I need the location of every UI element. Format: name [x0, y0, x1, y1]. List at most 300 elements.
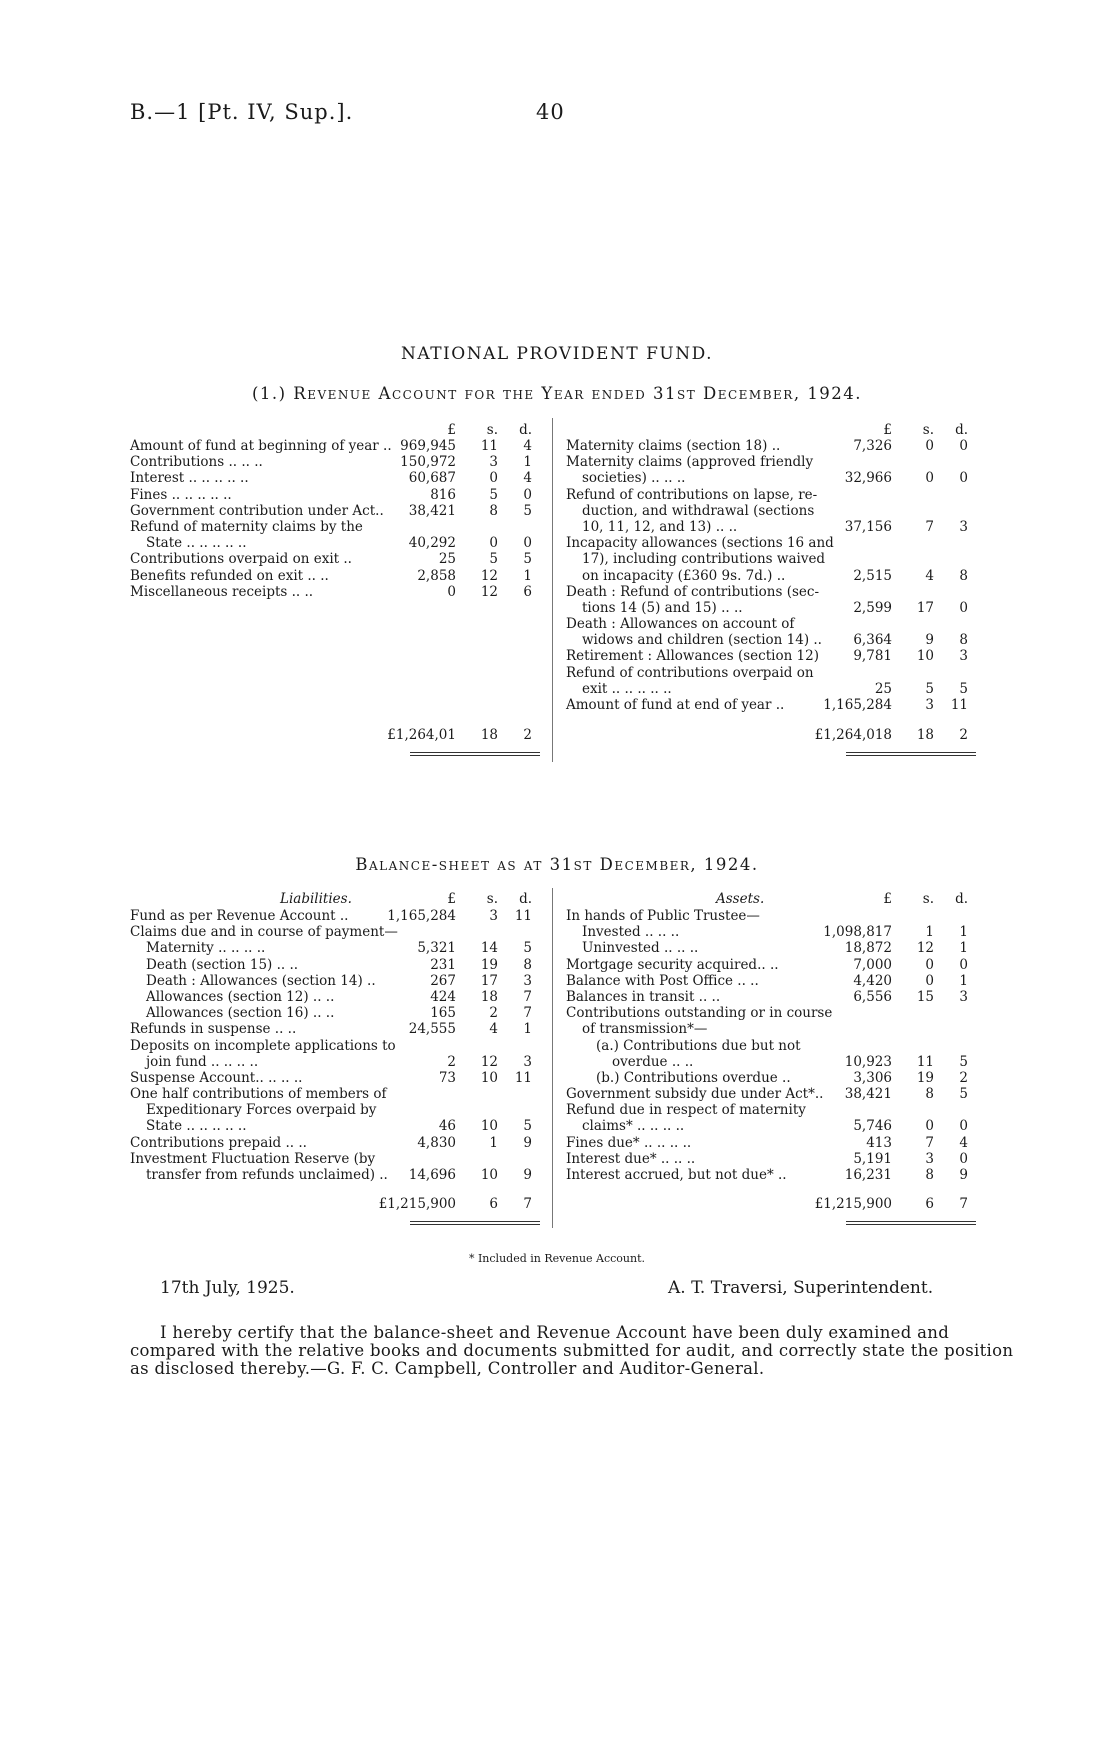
amount-pounds: £1,264,018: [814, 727, 892, 743]
row-label: Death : Allowances (section 14) ..: [146, 972, 376, 989]
table-row: [566, 1167, 976, 1183]
amount-pence: 0: [959, 1150, 968, 1167]
revenue-payments-total: [566, 727, 976, 743]
row-label: Contributions outstanding or in course: [566, 1005, 833, 1022]
amount-shillings: 0: [925, 1118, 934, 1135]
table-row: [130, 908, 540, 924]
table-row: [130, 519, 540, 535]
row-label: Death (section 15) .. ..: [146, 956, 299, 973]
row-label: Incapacity allowances (sections 16 and: [566, 535, 834, 552]
amount-shillings: s.: [922, 422, 934, 438]
table-row: [566, 470, 976, 486]
table-row: [130, 891, 540, 907]
amount-pence: 7: [523, 988, 532, 1005]
amount-pence: 2: [959, 1069, 968, 1086]
row-label: join fund .. .. .. ..: [146, 1053, 259, 1070]
amount-pence: 11: [514, 908, 532, 924]
row-label: Government contribution under Act..: [130, 502, 384, 519]
amount-shillings: 2: [489, 1005, 498, 1022]
amount-shillings: 5: [489, 551, 498, 568]
row-label: (a.) Contributions due but not: [596, 1037, 801, 1054]
row-label: widows and children (section 14) ..: [582, 632, 822, 649]
amount-pounds: £1,264,01: [387, 727, 456, 743]
amount-shillings: 8: [925, 1086, 934, 1103]
row-label: Interest .. .. .. .. ..: [130, 470, 249, 487]
assets-header: [566, 891, 976, 907]
amount-pence: 2: [523, 727, 532, 743]
table-row: [130, 1102, 540, 1118]
amount-pounds: 14,696: [408, 1167, 456, 1183]
amount-shillings: s.: [486, 422, 498, 438]
amount-pounds: £: [447, 422, 456, 438]
amount-pounds: 16,231: [844, 1167, 892, 1183]
row-label: Maternity .. .. .. ..: [146, 940, 266, 957]
amount-pence: 0: [523, 535, 532, 552]
amount-pence: d.: [955, 891, 968, 907]
certificate-line: compared with the relative books and documents submitted for audit, and correctly state the position: [130, 1341, 1014, 1360]
table-row: [566, 957, 976, 973]
amount-pounds: 2,515: [853, 567, 892, 584]
amount-pounds: 10,923: [844, 1053, 892, 1070]
amount-pounds: 38,421: [844, 1086, 892, 1103]
revenue-left-column-header: [130, 422, 540, 438]
amount-shillings: 14: [480, 940, 498, 957]
table-row: [130, 957, 540, 973]
document-title: NATIONAL PROVIDENT FUND.: [400, 344, 713, 364]
amount-pounds: £: [883, 891, 892, 907]
column-group-label: Liabilities.: [280, 891, 352, 907]
table-row: [566, 503, 976, 519]
liabilities-total: [130, 1196, 540, 1212]
amount-pence: 9: [959, 1167, 968, 1183]
amount-pounds: 1,165,284: [823, 697, 892, 713]
table-row: [130, 1135, 540, 1151]
amount-pounds: 5,321: [417, 940, 456, 957]
amount-shillings: 12: [480, 1053, 498, 1070]
amount-pounds: 165: [430, 1005, 456, 1022]
row-label: Refund of contributions overpaid on: [566, 664, 814, 681]
table-row: [566, 551, 976, 567]
row-label: Balances in transit .. ..: [566, 988, 721, 1005]
column-group-label: Assets.: [716, 891, 765, 907]
column-divider: [552, 418, 553, 762]
amount-shillings: 4: [489, 1021, 498, 1038]
amount-pence: 5: [959, 680, 968, 697]
amount-shillings: 0: [489, 535, 498, 552]
amount-pence: 3: [523, 972, 532, 989]
table-row: [130, 487, 540, 503]
amount-pounds: 7,000: [853, 956, 892, 973]
amount-pounds: 60,687: [408, 470, 456, 487]
row-label: on incapacity (£360 9s. 7d.) ..: [582, 567, 786, 584]
amount-pounds: 0: [447, 583, 456, 600]
amount-shillings: s.: [486, 891, 498, 907]
table-row: [130, 470, 540, 486]
amount-shillings: 10: [480, 1118, 498, 1135]
amount-shillings: 7: [925, 518, 934, 535]
amount-pence: d.: [519, 422, 532, 438]
table-row: [566, 1102, 976, 1118]
revenue-heading: (1.) Revenue Account for the Year ended 31st December, 1924.: [251, 384, 863, 403]
table-row: [566, 1196, 976, 1212]
row-label: Fines .. .. .. .. ..: [130, 486, 232, 503]
amount-pence: 5: [959, 1053, 968, 1070]
table-row: [566, 681, 976, 697]
row-label: Contributions overpaid on exit ..: [130, 551, 352, 568]
amount-pounds: 231: [430, 956, 456, 973]
row-label: overdue .. ..: [612, 1053, 694, 1070]
amount-shillings: 12: [480, 583, 498, 600]
amount-pence: 8: [523, 956, 532, 973]
amount-pounds: 46: [438, 1118, 456, 1135]
table-row: [130, 1070, 540, 1086]
row-label: Benefits refunded on exit .. ..: [130, 567, 329, 584]
row-label: Maternity claims (section 18) ..: [566, 438, 781, 454]
certificate-line: as disclosed thereby.—G. F. C. Campbell, Controller and Auditor-General.: [130, 1359, 765, 1378]
double-rule: [846, 1221, 976, 1222]
table-row: [566, 600, 976, 616]
amount-pounds: 38,421: [408, 502, 456, 519]
amount-pence: d.: [519, 891, 532, 907]
table-row: [566, 568, 976, 584]
row-label: State .. .. .. .. ..: [146, 535, 247, 552]
row-label: Retirement : Allowances (section 12): [566, 648, 820, 665]
amount-pence: 1: [523, 454, 532, 471]
amount-shillings: 10: [480, 1069, 498, 1086]
footnote: * Included in Revenue Account.: [468, 1252, 646, 1265]
amount-shillings: 15: [916, 988, 934, 1005]
assets-total: [566, 1196, 976, 1212]
table-row: [566, 648, 976, 664]
row-label: 17), including contributions waived: [582, 551, 826, 568]
amount-shillings: 17: [480, 972, 498, 989]
double-rule: [410, 1224, 540, 1225]
row-label: Expeditionary Forces overpaid by: [146, 1102, 377, 1119]
amount-shillings: 1: [489, 1134, 498, 1151]
amount-pence: 3: [959, 648, 968, 665]
amount-pounds: 73: [438, 1069, 456, 1086]
table-row: [130, 924, 540, 940]
table-row: [566, 940, 976, 956]
amount-pence: 5: [523, 1118, 532, 1135]
amount-pounds: 25: [874, 680, 892, 697]
amount-pounds: 267: [430, 972, 456, 989]
double-rule: [410, 1221, 540, 1222]
amount-pounds: 18,872: [844, 940, 892, 957]
amount-shillings: 0: [489, 470, 498, 487]
table-row: [566, 697, 976, 713]
row-label: Deposits on incomplete applications to: [130, 1037, 396, 1054]
amount-pence: 1: [959, 940, 968, 957]
table-row: [130, 1118, 540, 1134]
row-label: Maternity claims (approved friendly: [566, 454, 814, 471]
amount-pounds: 24,555: [408, 1021, 456, 1038]
amount-shillings: 17: [916, 599, 934, 616]
table-row: [566, 1118, 976, 1134]
table-row: [130, 438, 540, 454]
amount-shillings: 8: [925, 1167, 934, 1183]
amount-pence: 4: [523, 438, 532, 454]
table-row: [130, 989, 540, 1005]
amount-shillings: 5: [489, 486, 498, 503]
row-label: Government subsidy due under Act*..: [566, 1086, 824, 1103]
amount-pence: 9: [523, 1167, 532, 1183]
amount-pounds: 37,156: [844, 518, 892, 535]
amount-pounds: 424: [430, 988, 456, 1005]
row-label: duction, and withdrawal (sections: [582, 502, 815, 519]
row-label: Invested .. .. ..: [582, 924, 680, 941]
table-row: [566, 1054, 976, 1070]
amount-pence: 7: [523, 1196, 532, 1212]
amount-pence: 1: [523, 567, 532, 584]
amount-pence: 1: [959, 972, 968, 989]
balance-heading: Balance-sheet as at 31st December, 1924.: [355, 855, 759, 874]
row-label: In hands of Public Trustee—: [566, 908, 760, 924]
amount-shillings: 9: [925, 632, 934, 649]
table-row: [566, 727, 976, 743]
double-rule: [410, 752, 540, 753]
amount-pounds: 4,830: [417, 1134, 456, 1151]
row-label: Uninvested .. .. ..: [582, 940, 699, 957]
row-label: claims* .. .. .. ..: [582, 1118, 685, 1135]
amount-pence: 5: [959, 1086, 968, 1103]
row-label: Suspense Account.. .. .. ..: [130, 1069, 303, 1086]
amount-shillings: 8: [489, 502, 498, 519]
table-row: [130, 1021, 540, 1037]
amount-shillings: 6: [925, 1196, 934, 1212]
double-rule: [846, 752, 976, 753]
row-label: State .. .. .. .. ..: [146, 1118, 247, 1135]
table-row: [130, 535, 540, 551]
certificate-line: I hereby certify that the balance-sheet and Revenue Account have been duly examined and: [160, 1323, 950, 1342]
document-reference: B.—1 [Pt. IV, Sup.].: [130, 100, 354, 124]
table-row: [566, 989, 976, 1005]
amount-pence: 3: [959, 518, 968, 535]
table-row: [566, 454, 976, 470]
amount-shillings: 10: [916, 648, 934, 665]
amount-pence: 5: [523, 551, 532, 568]
amount-pence: 5: [523, 502, 532, 519]
row-label: exit .. .. .. .. ..: [582, 680, 672, 697]
table-row: [130, 1005, 540, 1021]
amount-pounds: 2,599: [853, 599, 892, 616]
amount-pence: 0: [959, 956, 968, 973]
liabilities-list: [130, 908, 540, 1183]
table-row: [130, 727, 540, 743]
table-row: [130, 1086, 540, 1102]
row-label: Contributions prepaid .. ..: [130, 1134, 307, 1151]
row-label: transfer from refunds unclaimed) ..: [146, 1167, 388, 1183]
amount-pence: 4: [959, 1134, 968, 1151]
table-row: [566, 1135, 976, 1151]
table-row: [566, 632, 976, 648]
row-label: 10, 11, 12, and 13) .. ..: [582, 518, 738, 535]
row-label: Balance with Post Office .. ..: [566, 972, 759, 989]
amount-shillings: 12: [480, 567, 498, 584]
amount-pence: 1: [523, 1021, 532, 1038]
table-row: [566, 584, 976, 600]
double-rule: [410, 755, 540, 756]
row-label: Contributions .. .. ..: [130, 454, 263, 471]
table-row: [130, 1196, 540, 1212]
row-label: Interest accrued, but not due* ..: [566, 1167, 787, 1183]
table-row: [130, 422, 540, 438]
amount-pence: 0: [959, 599, 968, 616]
amount-shillings: 1: [925, 924, 934, 941]
table-row: [566, 973, 976, 989]
amount-pence: 0: [959, 438, 968, 454]
amount-pence: 0: [959, 1118, 968, 1135]
amount-pounds: 3,306: [853, 1069, 892, 1086]
audit-certificate: [130, 1323, 1014, 1378]
amount-pounds: 2,858: [417, 567, 456, 584]
amount-pence: 9: [523, 1134, 532, 1151]
table-row: [566, 1086, 976, 1102]
amount-shillings: 0: [925, 438, 934, 454]
row-label: (b.) Contributions overdue ..: [596, 1069, 791, 1086]
table-row: [566, 908, 976, 924]
amount-pounds: 413: [866, 1134, 892, 1151]
signature: A. T. Traversi, Superintendent.: [668, 1278, 934, 1298]
amount-pence: 8: [959, 567, 968, 584]
row-label: Mortgage security acquired.. ..: [566, 956, 779, 973]
table-row: [566, 616, 976, 632]
double-rule: [846, 1224, 976, 1225]
row-label: Amount of fund at end of year ..: [566, 697, 785, 713]
revenue-payments-list: [566, 438, 976, 713]
amount-pounds: 7,326: [853, 438, 892, 454]
row-label: Allowances (section 16) .. ..: [146, 1005, 335, 1022]
amount-pence: 5: [523, 940, 532, 957]
amount-pence: 11: [514, 1069, 532, 1086]
amount-pounds: £: [447, 891, 456, 907]
amount-shillings: 11: [916, 1053, 934, 1070]
assets-list: [566, 908, 976, 1183]
amount-pounds: 25: [438, 551, 456, 568]
amount-shillings: 3: [489, 454, 498, 471]
amount-shillings: 3: [925, 1150, 934, 1167]
amount-pounds: 816: [430, 486, 456, 503]
amount-pounds: £1,215,900: [378, 1196, 456, 1212]
amount-shillings: 0: [925, 956, 934, 973]
table-row: [566, 487, 976, 503]
row-label: Refund of maternity claims by the: [130, 518, 363, 535]
table-row: [130, 1151, 540, 1167]
amount-shillings: 3: [489, 908, 498, 924]
table-row: [130, 568, 540, 584]
table-row: [566, 535, 976, 551]
date: 17th July, 1925.: [160, 1278, 295, 1298]
amount-shillings: 19: [916, 1069, 934, 1086]
table-row: [130, 1054, 540, 1070]
amount-pence: 11: [950, 697, 968, 713]
amount-pounds: £: [883, 422, 892, 438]
amount-shillings: 10: [480, 1167, 498, 1183]
amount-pounds: 150,972: [400, 454, 456, 471]
row-label: of transmission*—: [582, 1021, 708, 1038]
table-row: [566, 1070, 976, 1086]
amount-pence: 6: [523, 583, 532, 600]
amount-pounds: 1,098,817: [823, 924, 892, 941]
amount-pounds: 5,191: [853, 1150, 892, 1167]
table-row: [130, 584, 540, 600]
row-label: Refund of contributions on lapse, re-: [566, 486, 818, 503]
row-label: tions 14 (5) and 15) .. ..: [582, 599, 743, 616]
table-row: [130, 503, 540, 519]
row-label: Claims due and in course of payment—: [130, 924, 398, 941]
table-row: [566, 1005, 976, 1021]
row-label: Investment Fluctuation Reserve (by: [130, 1150, 376, 1167]
amount-pence: d.: [955, 422, 968, 438]
amount-shillings: 12: [916, 940, 934, 957]
amount-pounds: 4,420: [853, 972, 892, 989]
amount-pounds: 32,966: [844, 470, 892, 487]
amount-shillings: 18: [480, 988, 498, 1005]
amount-pounds: £1,215,900: [814, 1196, 892, 1212]
row-label: Death : Refund of contributions (sec-: [566, 583, 820, 600]
amount-shillings: 7: [925, 1134, 934, 1151]
amount-pounds: 6,364: [853, 632, 892, 649]
amount-shillings: s.: [922, 891, 934, 907]
table-row: [130, 940, 540, 956]
table-row: [130, 973, 540, 989]
table-row: [130, 551, 540, 567]
amount-pounds: 2: [447, 1053, 456, 1070]
row-label: Refund due in respect of maternity: [566, 1102, 806, 1119]
amount-pence: 1: [959, 924, 968, 941]
amount-pounds: 5,746: [853, 1118, 892, 1135]
amount-pence: 8: [959, 632, 968, 649]
row-label: Death : Allowances on account of: [566, 616, 795, 633]
amount-shillings: 0: [925, 470, 934, 487]
table-row: [566, 1021, 976, 1037]
amount-pence: 2: [959, 727, 968, 743]
double-rule: [846, 755, 976, 756]
liabilities-header: [130, 891, 540, 907]
amount-pence: 4: [523, 470, 532, 487]
column-divider: [552, 888, 553, 1228]
table-row: [566, 924, 976, 940]
amount-pence: 7: [959, 1196, 968, 1212]
table-row: [566, 519, 976, 535]
amount-shillings: 18: [480, 727, 498, 743]
table-row: [130, 454, 540, 470]
amount-pounds: 1,165,284: [387, 908, 456, 924]
amount-pence: 0: [959, 470, 968, 487]
row-label: Allowances (section 12) .. ..: [146, 988, 335, 1005]
row-label: Fines due* .. .. .. ..: [566, 1134, 692, 1151]
row-label: One half contributions of members of: [130, 1086, 387, 1103]
revenue-receipts-total: [130, 727, 540, 743]
amount-pence: 0: [523, 486, 532, 503]
table-row: [566, 422, 976, 438]
amount-pounds: 40,292: [408, 535, 456, 552]
amount-shillings: 18: [916, 727, 934, 743]
page-number: 40: [536, 100, 565, 124]
revenue-receipts-list: [130, 438, 540, 600]
amount-pounds: 9,781: [853, 648, 892, 665]
row-label: Amount of fund at beginning of year ..: [130, 438, 392, 454]
row-label: Miscellaneous receipts .. ..: [130, 583, 314, 600]
amount-pounds: 969,945: [400, 438, 456, 454]
row-label: societies) .. .. ..: [582, 470, 686, 487]
row-label: Fund as per Revenue Account ..: [130, 908, 349, 924]
amount-shillings: 19: [480, 956, 498, 973]
row-label: Refunds in suspense .. ..: [130, 1021, 297, 1038]
amount-pence: 7: [523, 1005, 532, 1022]
amount-pence: 3: [523, 1053, 532, 1070]
amount-shillings: 4: [925, 567, 934, 584]
